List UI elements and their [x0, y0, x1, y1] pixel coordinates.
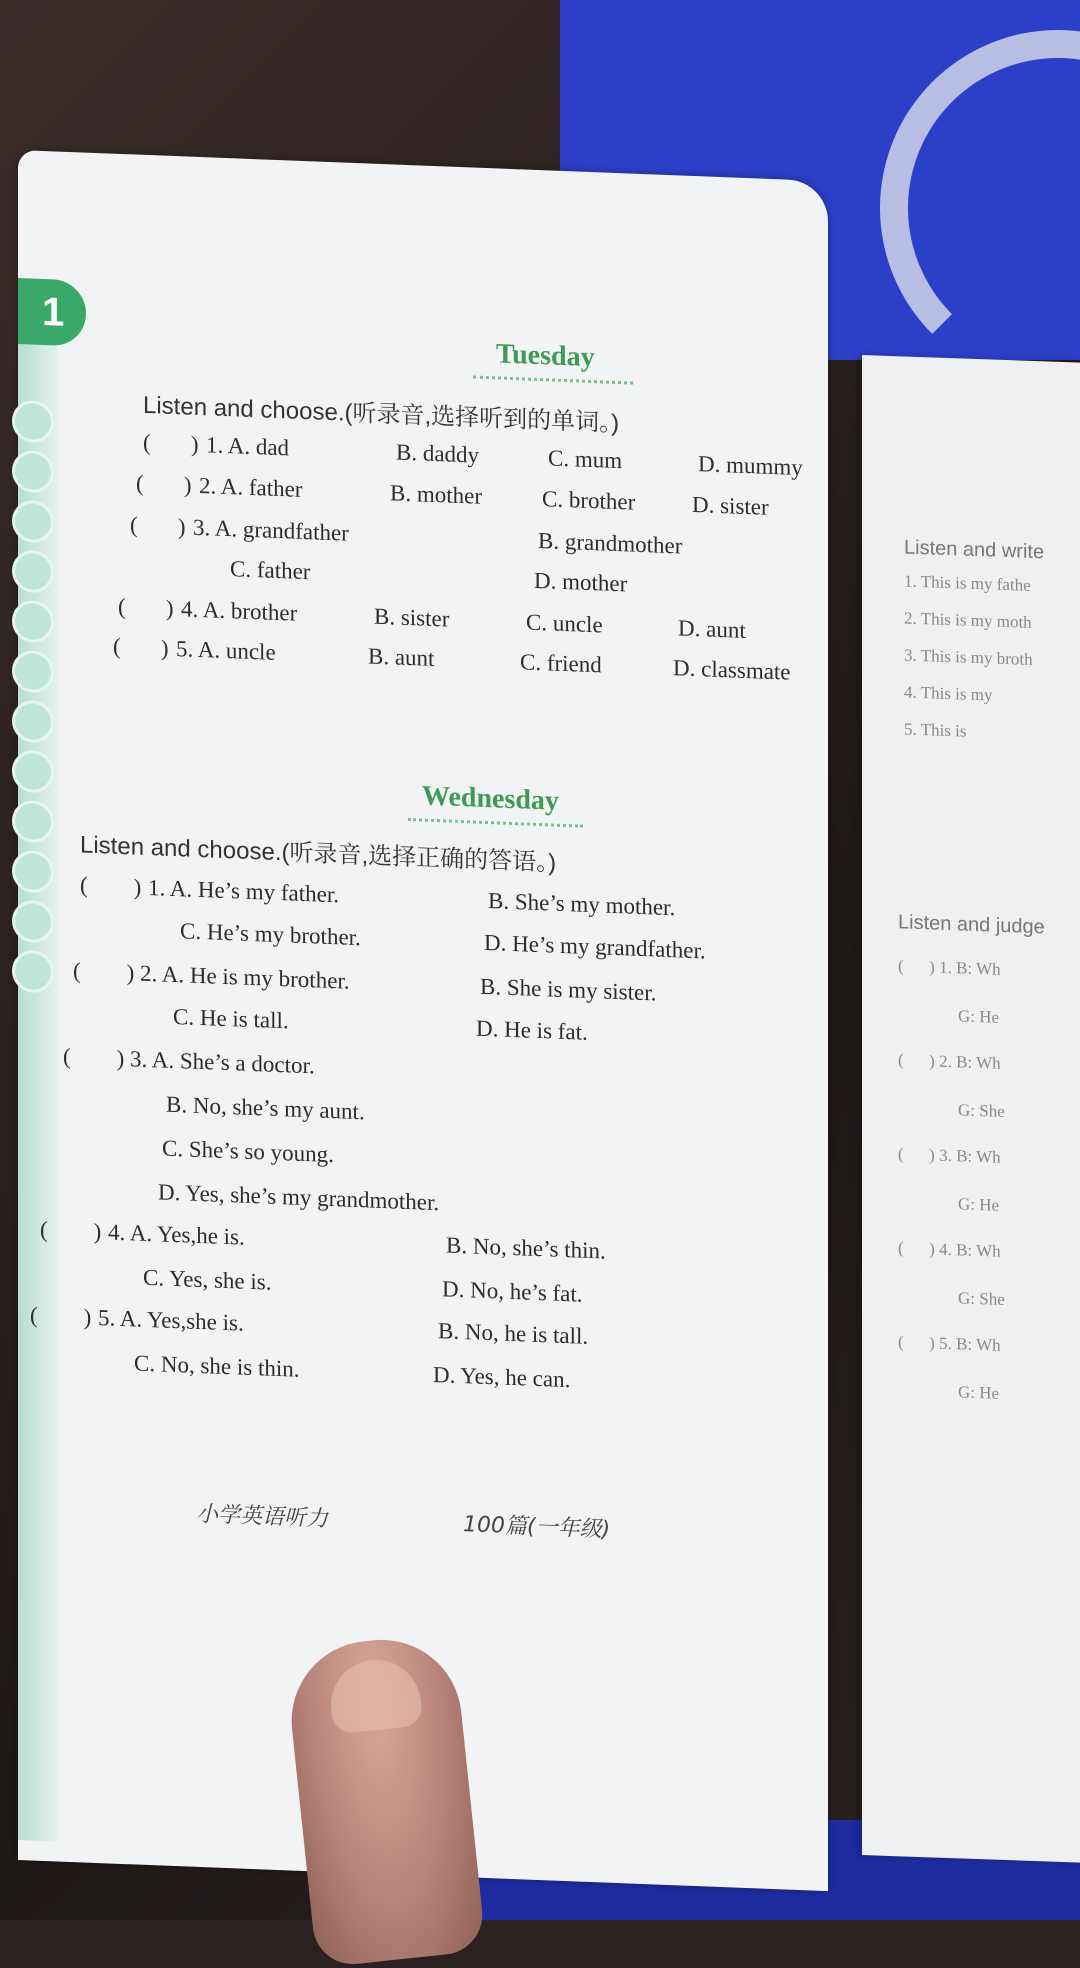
answer-blank: ( ): [40, 1216, 102, 1245]
footer-series-title: 小学英语听力: [196, 1501, 329, 1532]
write-line-4: 4. This is my: [904, 682, 993, 705]
judge-3-b: ( ) 3. B: Wh: [898, 1144, 1001, 1167]
option-d: D. mother: [534, 567, 628, 597]
tuesday-heading: Tuesday: [496, 338, 595, 374]
option-c: C. She’s so young.: [162, 1135, 334, 1168]
answer-blank: ( ): [143, 429, 199, 457]
option-a: 1. A. He’s my father.: [148, 874, 339, 908]
footer-volume: 100篇(一年级): [463, 1512, 611, 1543]
option-c: C. He is tall.: [173, 1003, 289, 1034]
option-b: B. She is my sister.: [480, 973, 657, 1006]
write-line-2: 2. This is my moth: [904, 608, 1032, 632]
answer-blank: ( ): [30, 1302, 92, 1330]
judge-5-b: ( ) 5. B: Wh: [898, 1332, 1001, 1355]
option-a: 4. A. Yes,he is.: [108, 1219, 245, 1250]
answer-blank: ( ): [63, 1043, 125, 1072]
wednesday-heading: Wednesday: [422, 780, 559, 817]
option-b: B. No, she’s thin.: [446, 1232, 606, 1264]
judge-4-g: G: She: [958, 1288, 1005, 1309]
page-number-tab: 1: [18, 278, 86, 347]
option-a: 2. A. He is my brother.: [140, 960, 350, 994]
judge-3-g: G: He: [958, 1194, 1000, 1215]
answer-blank: ( ): [130, 512, 186, 540]
option-a: 1. A. dad: [206, 432, 290, 461]
option-a: 5. A. uncle: [176, 636, 276, 665]
option-a: 3. A. She’s a doctor.: [130, 1046, 315, 1079]
option-b: B. No, he is tall.: [438, 1318, 589, 1349]
option-b: B. aunt: [368, 643, 435, 671]
right-instruction-judge: Listen and judge: [898, 911, 1045, 939]
answer-blank: ( ): [80, 872, 142, 900]
option-a: 5. A. Yes,she is.: [98, 1305, 244, 1336]
option-b: B. daddy: [396, 439, 480, 468]
right-page: [862, 355, 1080, 1863]
option-d: D. classmate: [673, 655, 791, 685]
option-b: B. mother: [390, 480, 482, 509]
option-c: C. friend: [520, 649, 602, 678]
option-d: D. He’s my grandfather.: [484, 929, 706, 964]
answer-blank: ( ): [73, 958, 135, 986]
wednesday-instruction: Listen and choose.(听录音,选择正确的答语。): [80, 831, 557, 877]
option-b: B. sister: [374, 603, 450, 632]
judge-2-g: G: She: [958, 1100, 1005, 1121]
option-d: D. He is fat.: [476, 1015, 588, 1045]
option-d: D. mummy: [698, 451, 803, 481]
option-d: D. No, he’s fat.: [442, 1276, 583, 1307]
option-c: C. No, she is thin.: [134, 1350, 300, 1382]
option-c: C. father: [230, 556, 311, 585]
option-b: B. grandmother: [538, 527, 683, 559]
write-line-5: 5. This is: [904, 719, 967, 741]
write-line-1: 1. This is my fathe: [904, 571, 1031, 595]
judge-1-g: G: He: [958, 1006, 1000, 1027]
answer-blank: ( ): [136, 470, 192, 498]
judge-1-b: ( ) 1. B: Wh: [898, 956, 1001, 979]
option-c: C. He’s my brother.: [180, 918, 361, 951]
tuesday-underline: [473, 367, 633, 384]
worksheet-page: [18, 150, 828, 1891]
option-c: C. mum: [548, 445, 623, 474]
write-line-3: 3. This is my broth: [904, 645, 1033, 669]
option-c: C. brother: [542, 486, 636, 515]
option-d: D. Yes, she’s my grandmother.: [158, 1179, 440, 1216]
option-c: C. Yes, she is.: [143, 1264, 272, 1295]
option-a: 2. A. father: [199, 472, 303, 502]
option-c: C. uncle: [526, 609, 603, 638]
option-a: 4. A. brother: [181, 596, 298, 626]
answer-blank: ( ): [118, 593, 174, 621]
option-b: B. No, she’s my aunt.: [166, 1091, 365, 1125]
judge-5-g: G: He: [958, 1382, 1000, 1403]
tuesday-instruction: Listen and choose.(听录音,选择听到的单词。): [143, 391, 620, 438]
answer-blank: ( ): [113, 633, 169, 661]
option-d: D. sister: [692, 491, 769, 520]
judge-2-b: ( ) 2. B: Wh: [898, 1050, 1001, 1073]
right-instruction-write: Listen and write: [904, 536, 1045, 564]
judge-4-b: ( ) 4. B: Wh: [898, 1238, 1001, 1261]
option-b: B. She’s my mother.: [488, 888, 676, 921]
option-d: D. Yes, he can.: [433, 1361, 571, 1393]
option-a: 3. A. grandfather: [193, 514, 349, 546]
option-d: D. aunt: [678, 615, 746, 643]
